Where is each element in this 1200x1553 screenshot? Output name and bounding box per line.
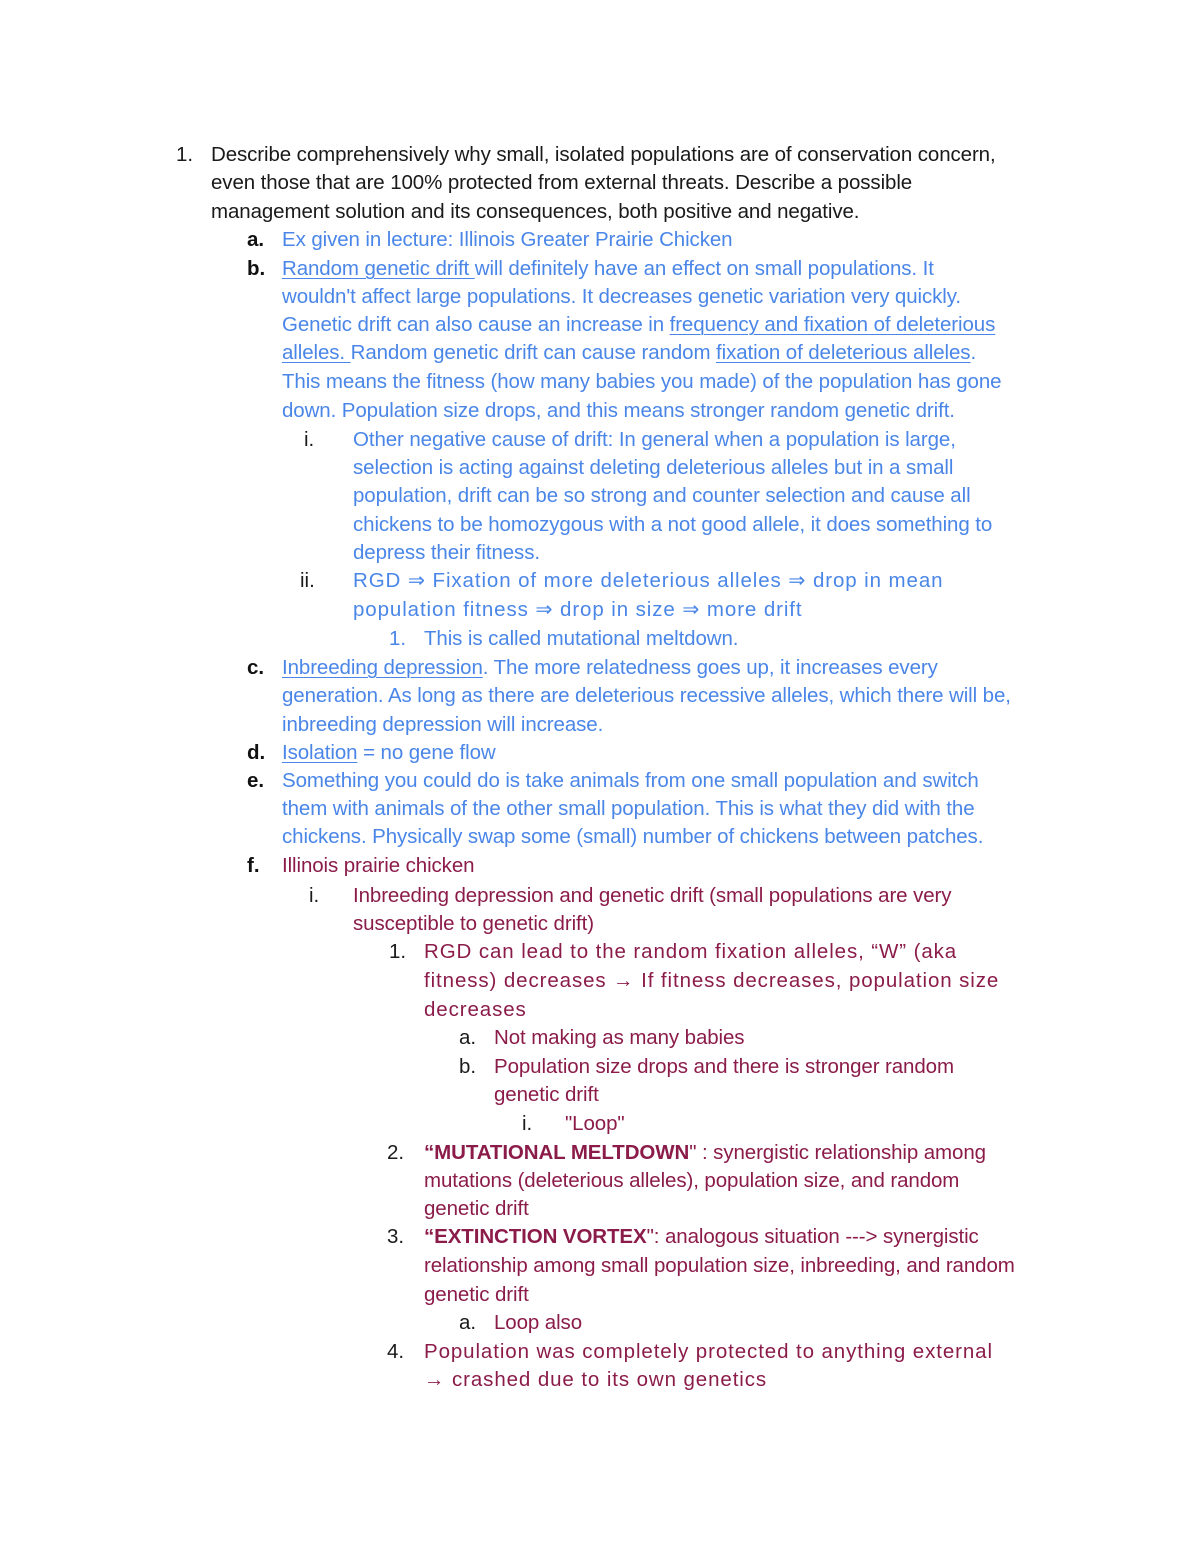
list-item-text: Illinois prairie chicken <box>282 854 475 877</box>
list-item-line <box>424 1225 979 1249</box>
list-item-line: relationship among small population size, inbreeding, and random <box>424 1254 1015 1277</box>
question-line: Describe comprehensively why small, isolated populations are of conservation concern, <box>211 143 996 166</box>
list-item-line <box>282 257 934 281</box>
list-item-line: population, drift can be so strong and counter selection and cause all <box>353 484 971 507</box>
list-item-line: decreases <box>424 998 527 1021</box>
inbreeding-depression-link[interactable]: Inbreeding depression <box>282 656 483 679</box>
text-run: = no gene flow <box>357 741 496 764</box>
list-item-line: fitness) decreases → If fitness decreases, population size <box>424 969 1000 992</box>
list-item-line: chickens. Physically swap some (small) number of chickens between patches. <box>282 825 984 848</box>
list-item-line: them with animals of the other small population. This is what they did with the <box>282 797 975 820</box>
list-item-text: Ex given in lecture: Illinois Greater Prairie Chicken <box>282 228 733 251</box>
question-line: management solution and its consequences, both positive and negative. <box>211 200 860 223</box>
list-item-line: Something you could do is take animals from one small population and switch <box>282 769 979 792</box>
isolation-link[interactable]: Isolation <box>282 741 358 764</box>
list-item-line: RGD can lead to the random fixation alleles, “W” (aka <box>424 940 958 963</box>
list-item-line <box>282 341 976 365</box>
list-marker: i. <box>522 1112 533 1135</box>
list-item-line: genetic drift <box>424 1283 529 1306</box>
question-line: even those that are 100% protected from external threats. Describe a possible <box>211 171 913 194</box>
text-run: . <box>970 341 977 364</box>
list-marker: ii. <box>300 569 315 592</box>
list-marker: 1. <box>389 940 407 963</box>
list-item-text: This is called mutational meltdown. <box>424 627 739 650</box>
list-item-line: genetic drift <box>424 1197 529 1220</box>
list-item-line: Inbreeding depression and genetic drift (small populations are very <box>353 884 952 907</box>
list-marker: d. <box>247 741 266 764</box>
list-marker: i. <box>309 884 320 907</box>
list-item-line: selection is acting against deleting deleterious alleles but in a small <box>353 456 954 479</box>
list-item-line: genetic drift <box>494 1083 599 1106</box>
list-item-line <box>282 313 995 337</box>
list-item-line: depress their fitness. <box>353 541 540 564</box>
list-item-line: This means the fitness (how many babies you made) of the population has gone <box>282 370 1002 393</box>
list-marker: b. <box>459 1055 477 1078</box>
list-item-line: Other negative cause of drift: In general when a population is large, <box>353 428 956 451</box>
list-item-line <box>282 741 496 765</box>
list-marker: a. <box>459 1311 477 1334</box>
list-marker: i. <box>304 428 315 451</box>
fixation-deleterious-alleles-link[interactable]: fixation of deleterious alleles <box>716 341 971 364</box>
list-item-text: Not making as many babies <box>494 1026 745 1049</box>
list-marker: a. <box>247 228 265 251</box>
list-item-line: population fitness ⇒ drop in size ⇒ more drift <box>353 598 803 621</box>
list-marker: 2. <box>387 1141 405 1164</box>
list-item-line: → crashed due to its own genetics <box>424 1368 768 1391</box>
extinction-vortex-term: “EXTINCTION VORTEX <box>424 1225 647 1248</box>
list-item-line: Population size drops and there is stronger random <box>494 1055 954 1078</box>
list-item-line: chickens to be homozygous with a not good allele, it does something to <box>353 513 993 536</box>
list-item-line: RGD ⇒ Fixation of more deleterious alleles ⇒ drop in mean <box>353 569 944 592</box>
list-marker: c. <box>247 656 265 679</box>
text-run: . The more relatedness goes up, it increases every <box>482 656 938 679</box>
list-item-line: down. Population size drops, and this means stronger random genetic drift. <box>282 399 955 422</box>
list-item-line: wouldn't affect large populations. It decreases genetic variation very quickly. <box>282 285 961 308</box>
list-marker: 3. <box>387 1225 405 1248</box>
list-marker: 1. <box>389 627 407 650</box>
list-marker: 1. <box>176 143 194 166</box>
alleles-link[interactable]: alleles. <box>282 341 351 364</box>
list-marker: 4. <box>387 1340 405 1363</box>
list-item-line: generation. As long as there are deleterious recessive alleles, which there will be, <box>282 684 1011 707</box>
text-run: Random genetic drift can cause random <box>350 341 717 364</box>
list-marker: e. <box>247 769 265 792</box>
mutational-meltdown-term: “MUTATIONAL MELTDOWN <box>424 1141 690 1164</box>
text-run: Genetic drift can also cause an increase in <box>282 313 670 336</box>
frequency-fixation-link[interactable]: frequency and fixation of deleterious <box>669 313 996 336</box>
list-item-line <box>424 1141 986 1165</box>
list-item-line <box>282 656 938 680</box>
text-run: will definitely have an effect on small populations. It <box>474 257 934 280</box>
list-marker: b. <box>247 257 266 280</box>
list-marker: f. <box>247 854 260 877</box>
list-item-line: susceptible to genetic drift) <box>353 912 594 935</box>
text-run: ": analogous situation ---> synergistic <box>646 1225 979 1248</box>
text-run: " : synergistic relationship among <box>689 1141 986 1164</box>
list-item-line: mutations (deleterious alleles), population size, and random <box>424 1169 960 1192</box>
random-genetic-drift-link[interactable]: Random genetic drift <box>282 257 475 280</box>
list-marker: a. <box>459 1026 477 1049</box>
list-item-text: "Loop" <box>565 1112 625 1135</box>
list-item-line: Population was completely protected to anything external <box>424 1340 993 1363</box>
list-item-line: inbreeding depression will increase. <box>282 713 604 736</box>
list-item-text: Loop also <box>494 1311 583 1334</box>
